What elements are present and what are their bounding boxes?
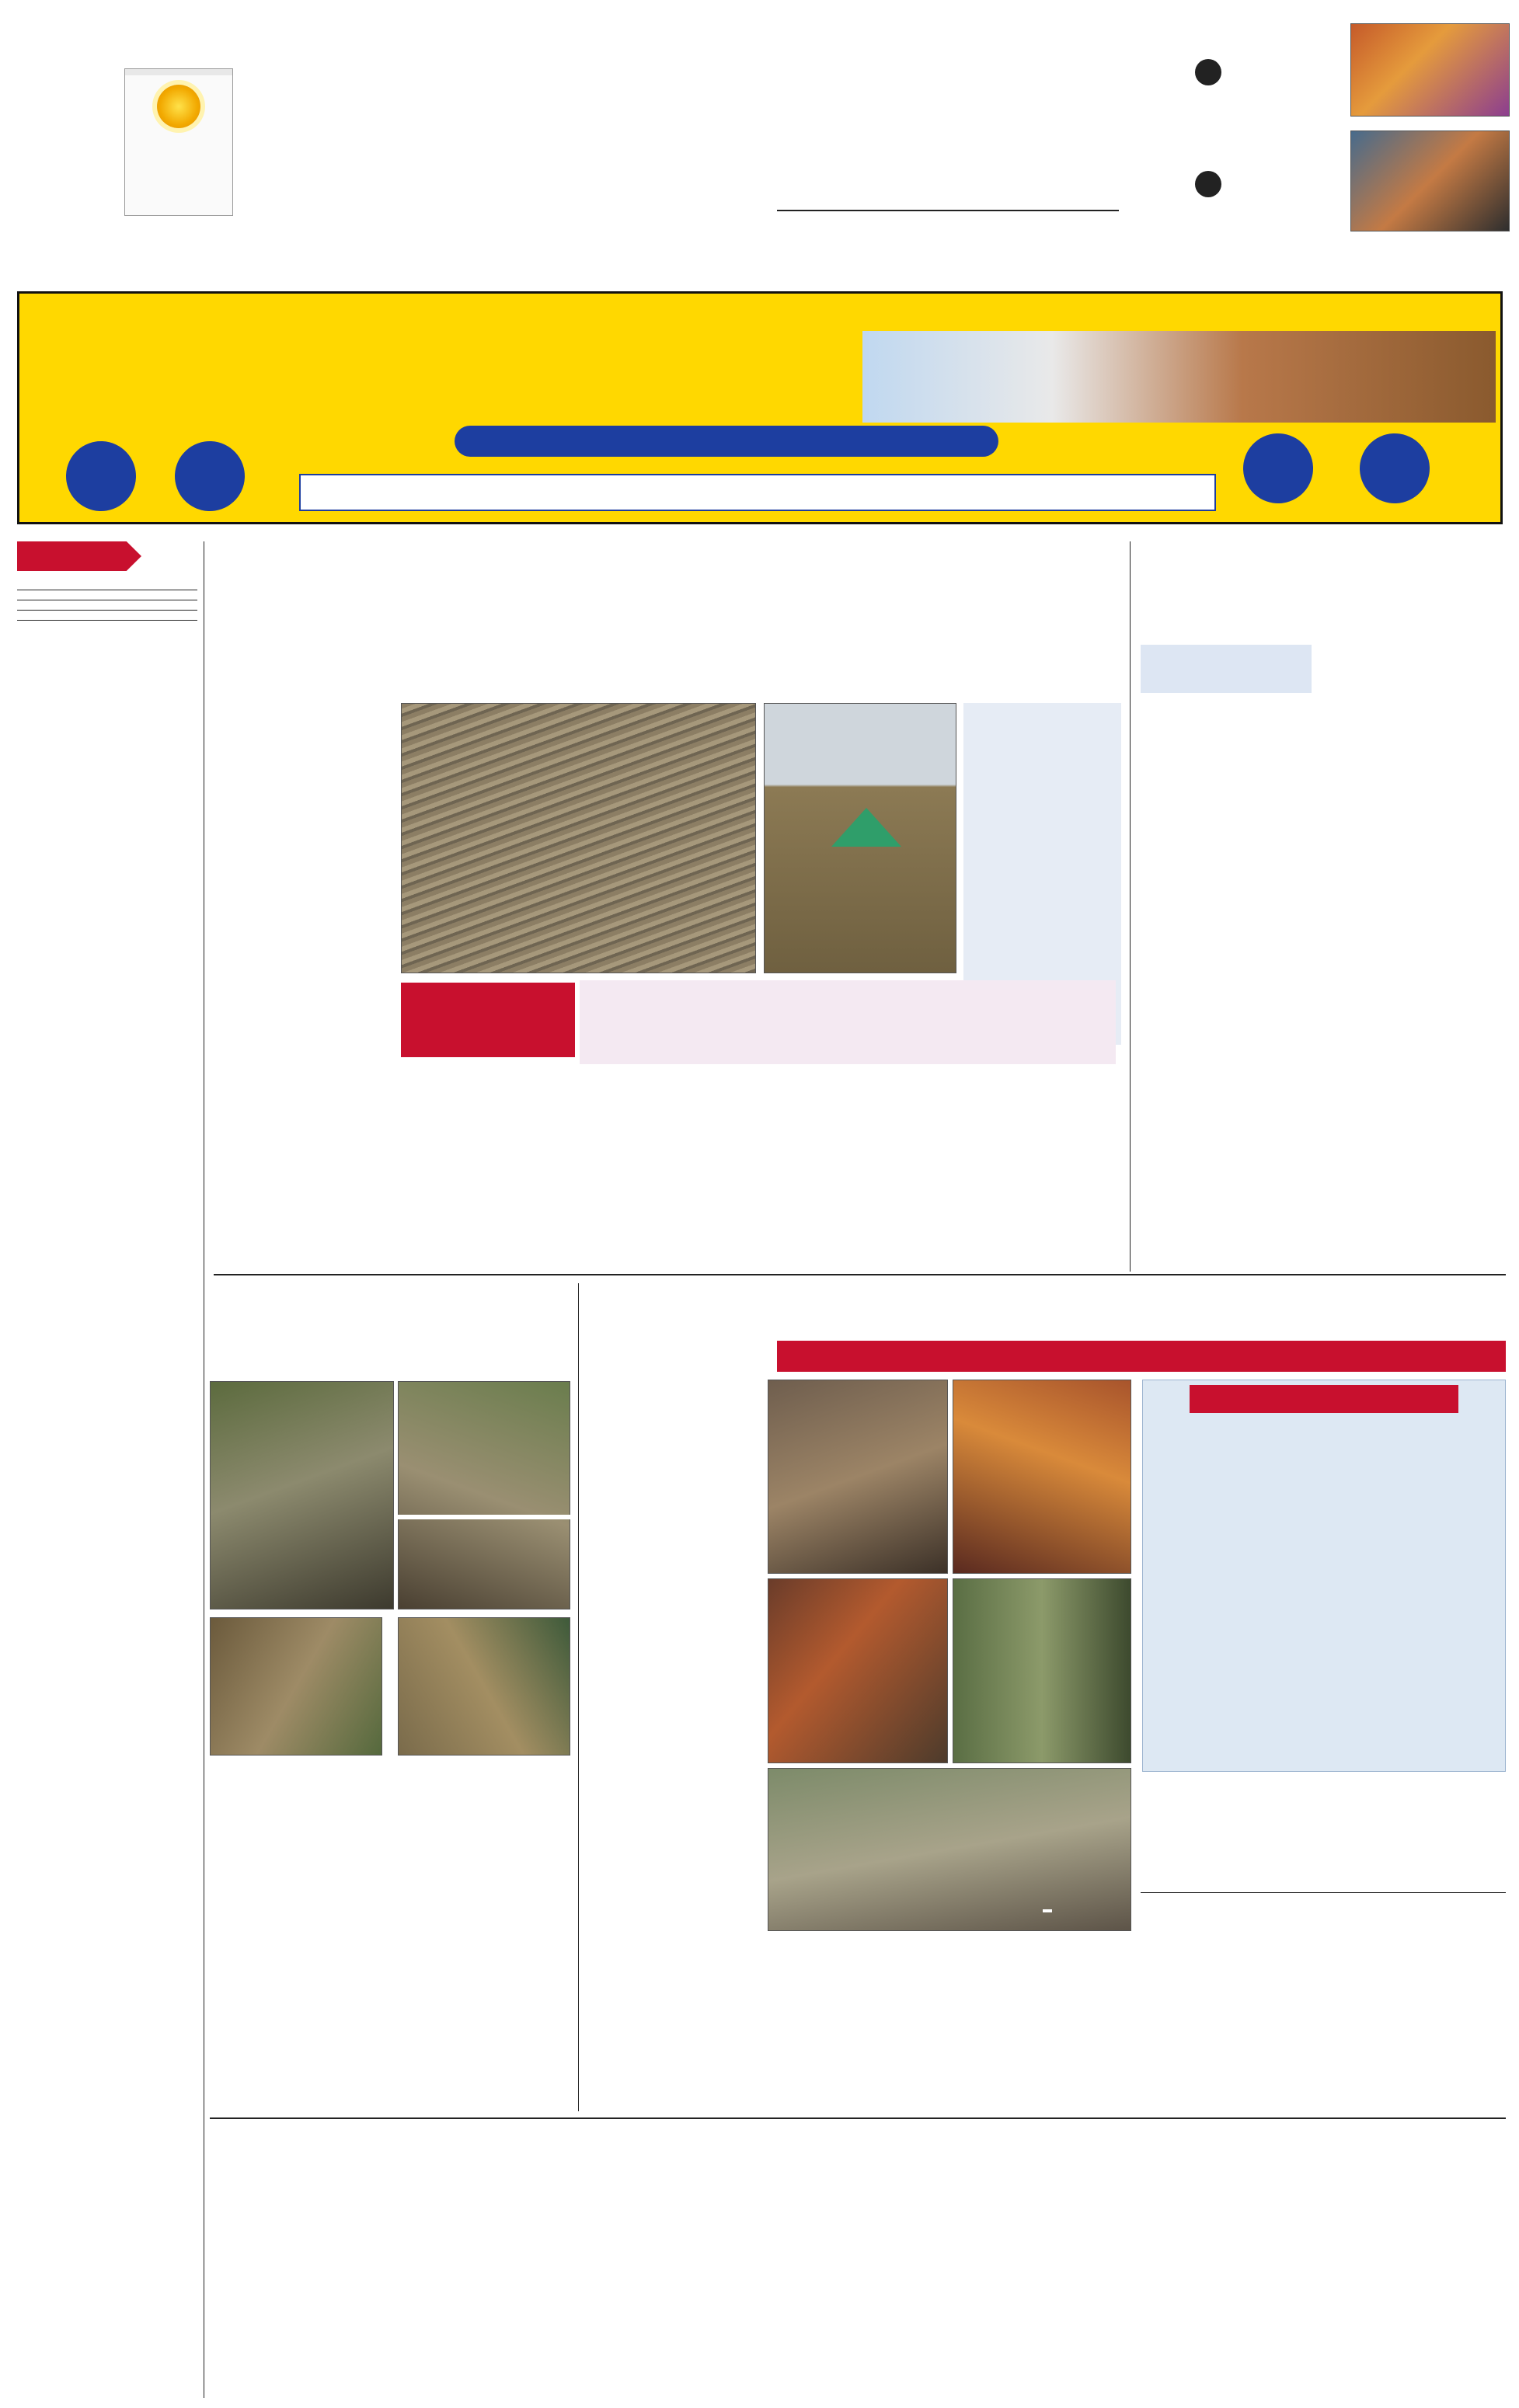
police-photo [210, 1617, 382, 1756]
story-column [768, 1937, 940, 2111]
story-column [1141, 732, 1312, 1255]
photo-credit [1043, 1909, 1052, 1912]
weather-box [124, 68, 233, 216]
divider [17, 610, 197, 611]
ad-address [455, 426, 998, 457]
ad-badge [165, 431, 254, 520]
ad-badge [56, 431, 145, 520]
police-photo [210, 1381, 394, 1609]
sun-icon [157, 85, 200, 128]
story-column [398, 1788, 570, 2111]
ad-product-strip [862, 331, 1496, 423]
temple-photo [768, 1768, 1131, 1931]
story-column [583, 1070, 755, 1257]
advertisement[interactable] [17, 291, 1503, 524]
divider [210, 2117, 1506, 2119]
briefs-column [17, 541, 197, 2398]
story-column [765, 1070, 938, 1257]
photo-caption [398, 1515, 570, 1519]
police-photo [398, 1617, 570, 1756]
divider [1130, 541, 1131, 1272]
story-column [210, 1788, 382, 2111]
teaser-photo [1350, 23, 1510, 117]
page-number-badge [1195, 171, 1221, 197]
temple-photo [953, 1578, 1131, 1763]
briefs-header [17, 541, 141, 571]
story-column [1329, 1785, 1506, 2111]
story-column [587, 1373, 758, 2111]
teaser-13[interactable] [1195, 23, 1514, 118]
divider [578, 1283, 579, 2111]
field-photo [401, 703, 756, 973]
divider [1141, 1892, 1506, 1893]
page-number-badge [1195, 59, 1221, 85]
story-column [1142, 1785, 1316, 2111]
weather-label [125, 69, 232, 75]
story-tag [1141, 645, 1312, 693]
story-column [948, 1070, 1120, 1257]
story-deck [777, 1341, 1506, 1372]
temple-photo [768, 1380, 948, 1574]
ad-badge [1350, 423, 1439, 513]
info-box [1142, 1380, 1506, 1772]
divider [17, 620, 197, 621]
ad-bottom-strip [299, 474, 1216, 511]
temple-photo [953, 1380, 1131, 1574]
ad-badge [1233, 423, 1322, 513]
teaser-14[interactable] [1195, 130, 1514, 235]
masthead-rule [777, 210, 1119, 211]
story-column [1322, 645, 1506, 1255]
story-column [401, 1070, 573, 1257]
temple-photo [768, 1578, 948, 1763]
police-photo [398, 1381, 570, 1609]
story-column [953, 1937, 1125, 2111]
info-box-title [1190, 1385, 1458, 1413]
red-label-box [401, 983, 575, 1057]
teaser-photo [1350, 130, 1510, 231]
weather-note [580, 980, 1116, 1064]
divider [214, 1274, 1506, 1275]
info-box-body [1143, 1418, 1505, 1766]
story-column [218, 729, 390, 1255]
